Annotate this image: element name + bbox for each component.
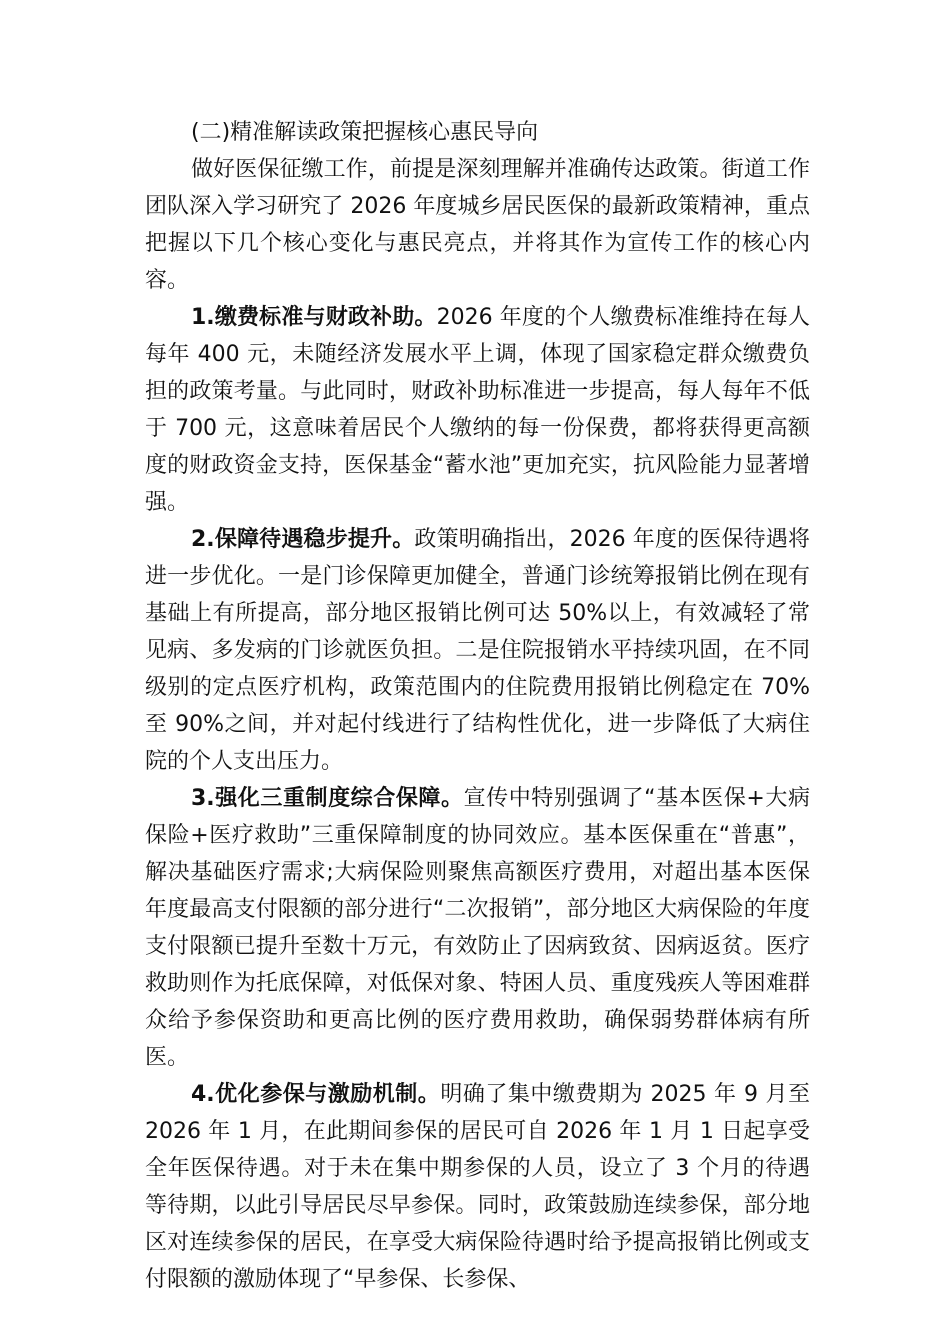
section-heading: (二)精准解读政策把握核心惠民导向 xyxy=(191,120,539,145)
point-3-paragraph xyxy=(145,780,810,1076)
document-page xyxy=(145,114,810,1298)
point-2-lead: 2.保障待遇稳步提升。 xyxy=(191,527,415,552)
point-4-paragraph xyxy=(145,1076,810,1298)
point-1-paragraph xyxy=(145,299,810,521)
point-2-paragraph xyxy=(145,521,810,780)
point-4-text: 明确了集中缴费期为 2025 年 9 月至 2026 年 1 月，在此期间参保的居民可自 2026 年 1 月 1 日起享受全年医保待遇。对于未在集中期参保的人员，设立了 3 个月的待遇等待期，以此引导居民尽早参保。同时，政策鼓励连续参保，部分地区对连续参保的居民，在享受大病保险待遇时给予提高报销比例或支付限额的激励体现了“早参保、长参保、 xyxy=(145,1082,810,1292)
point-3-lead: 3.强化三重制度综合保障。 xyxy=(191,786,464,811)
intro-paragraph xyxy=(145,151,810,299)
point-2-text: 政策明确指出，2026 年度的医保待遇将进一步优化。一是门诊保障更加健全，普通门诊统筹报销比例在现有基础上有所提高，部分地区报销比例可达 50%以上，有效减轻了常见病、多发病的门诊就医负担。二是住院报销水平持续巩固，在不同级别的定点医疗机构，政策范围内的住院费用报销比例稳定在 70%至 90%之间，并对起付线进行了结构性优化，进一步降低了大病住院的个人支出压力。 xyxy=(145,527,810,774)
point-4-lead: 4.优化参保与激励机制。 xyxy=(191,1082,441,1107)
point-3-text: 宣传中特别强调了“基本医保+大病保险+医疗救助”三重保障制度的协同效应。基本医保重在“普惠”，解决基础医疗需求;大病保险则聚焦高额医疗费用，对超出基本医保年度最高支付限额的部分进行“二次报销”，部分地区大病保险的年度支付限额已提升至数十万元，有效防止了因病致贫、因病返贫。医疗救助则作为托底保障，对低保对象、特困人员、重度残疾人等困难群众给予参保资助和更高比例的医疗费用救助，确保弱势群体病有所医。 xyxy=(145,786,810,1070)
point-1-lead: 1.缴费标准与财政补助。 xyxy=(191,305,437,330)
point-1-text: 2026 年度的个人缴费标准维持在每人每年 400 元，未随经济发展水平上调，体现了国家稳定群众缴费负担的政策考量。与此同时，财政补助标准进一步提高，每人每年不低于 700 元，这意味着居民个人缴纳的每一份保费，都将获得更高额度的财政资金支持，医保基金“蓄水池”更加充实，抗风险能力显著增强。 xyxy=(145,305,810,515)
paragraph-text: 做好医保征缴工作，前提是深刻理解并准确传达政策。街道工作团队深入学习研究了 2026 年度城乡居民医保的最新政策精神，重点把握以下几个核心变化与惠民亮点，并将其作为宣传工作的核心内容。 xyxy=(145,157,810,293)
